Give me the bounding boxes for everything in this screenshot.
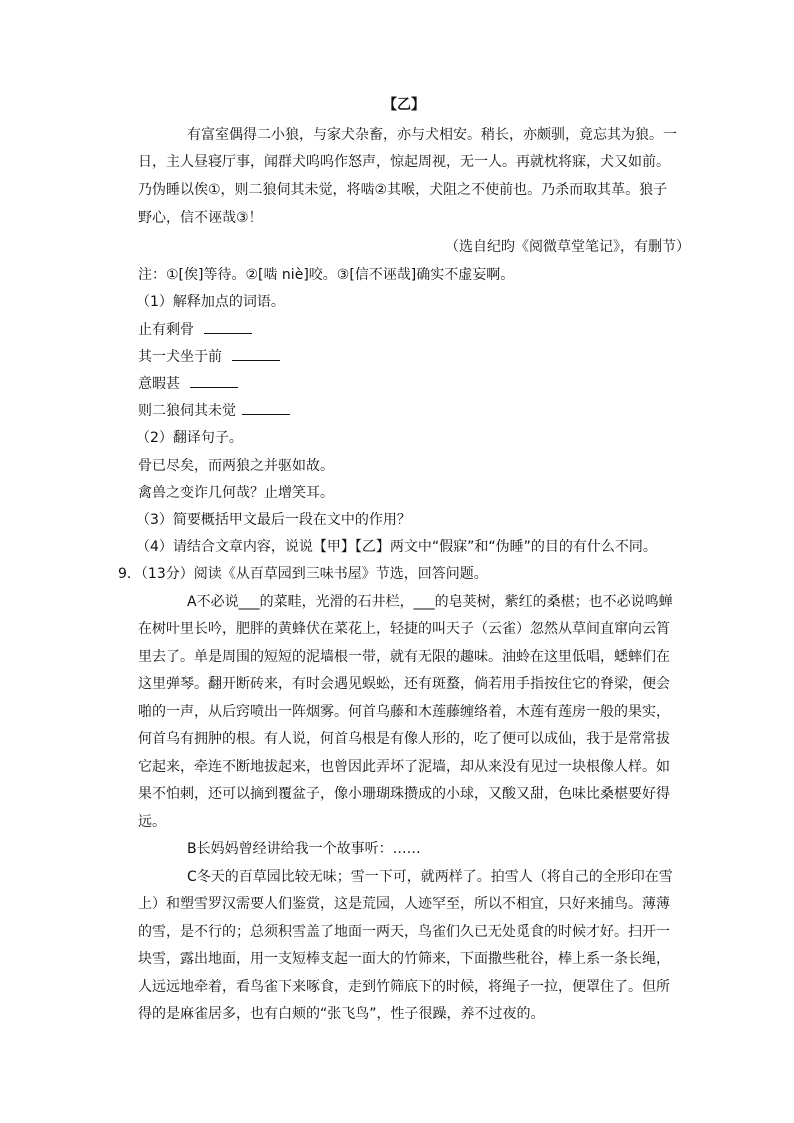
paragraph-a-line: 在树叶里长吟，肥胖的黄蜂伏在菜花上，轻捷的叫天子（云雀）忽然从草间直窜向云筲 [138,621,670,637]
paragraph-a-line: A不必说___的菜畦，光滑的石井栏，___的皂荚树，紫红的桑椹；也不必说鸣蝉 [187,594,673,610]
question-1-item [138,401,290,421]
question-1-item-text: 则二狼伺其未觉 [138,403,236,419]
paragraph-a-line: 这里弹琴。翻开断砖来，有时会遇见蜈蚣，还有斑蝥，倘若用手指按住它的脊梁，便会 [138,676,670,692]
paragraph-c-line: 块雪，露出地面，用一支短棒支起一面大的竹筛来，下面撒些秕谷，棒上系一条长绳， [138,951,670,967]
passage-line: 有富室偶得二小狼，与家犬杂畜，亦与犬相安。稍长，亦颇驯，竟忘其为狼。一 [187,127,677,143]
paragraph-c-line: 得的是麻雀居多，也有白颊的“张飞鸟”，性子很躁，养不过夜的。 [138,1006,545,1022]
paragraph-c-line: 上）和塑雪罗汉需要人们鉴赏，这是荒园，人迹罕至，所以不相宜，只好来捕鸟。薄薄 [138,896,670,912]
paragraph-a-line: 它起来，牵连不断地拔起来，也曾因此弄坏了泥墙，却从来没有见过一块根像人样。如 [138,759,670,775]
source-citation: （选自纪昀《阅微草堂笔记》，有删节） [445,239,690,255]
question-1-label: （1）解释加点的词语。 [136,294,285,310]
passage-line: 乃伪睡以俟①，则二狼伺其未觉，将啮②其喉，犬阻之不使前也。乃杀而取其革。狼子 [138,182,668,198]
question-2-label: （2）翻译句子。 [136,430,243,446]
question-1-item-text: 止有剩骨 [138,322,194,338]
section-title: 【乙】 [383,97,425,113]
question-1-item-text: 其一犬坐于前 [138,349,222,365]
paragraph-c-line: 人远远地牵着，看鸟雀下来啄食，走到竹筛底下的时候，将绳子一拉，便罩住了。但所 [138,979,670,995]
paragraph-c-line: C冬天的百草园比较无味；雪一下可，就两样了。拍雪人（将自己的全形印在雪 [187,869,673,885]
question-3-label: （3）简要概括甲文最后一段在文中的作用？ [136,512,411,528]
question-4-label: （4）请结合文章内容，说说【甲】【乙】两文中“假寐”和“伪睡”的目的有什么不同。 [136,539,657,555]
footnote: 注：①[俟]等待。②[啮 niè]咬。③[信不诬哉]确实不虚妄啊。 [138,267,515,283]
passage-line: 野心，信不诬哉③！ [138,210,263,226]
paragraph-b: B长妈妈曾经讲给我一个故事听：…… [187,841,421,857]
answer-blank[interactable] [232,348,280,361]
question-2-item: 骨已尽矣，而两狼之并驱如故。 [138,458,334,474]
question-1-item [138,374,238,394]
question-1-item [138,320,252,340]
paragraph-a-line: 里去了。单是周围的短短的泥墙根一带，就有无限的趣味。油蛉在这里低唱，蟋蟀们在 [138,649,670,665]
paragraph-c-line: 的雪，是不行的；总须积雪盖了地面一两天，鸟雀们久已无处觅食的时候才好。扫开一 [138,924,670,940]
paragraph-a-line: 何首乌有拥肿的根。有人说，何首乌根是有像人形的，吃了便可以成仙，我于是常常拔 [138,731,670,747]
passage-line: 日，主人昼寝厅事，闻群犬呜呜作怒声，惊起周视，无一人。再就枕将寐，犬又如前。 [138,154,670,170]
question-9-heading: 9．（13分）阅读《从百草园到三味书屋》节选，回答问题。 [118,566,488,582]
answer-blank[interactable] [242,402,290,415]
question-2-item: 禽兽之变诈几何哉？止增笑耳。 [138,485,334,501]
question-1-item [138,347,280,367]
question-1-item-text: 意暇甚 [138,376,180,392]
answer-blank[interactable] [190,375,238,388]
paragraph-a-line: 果不怕刺，还可以摘到覆盆子，像小珊瑚珠攒成的小球，又酸又甜，色味比桑椹要好得 [138,786,670,802]
paragraph-a-line: 远。 [138,814,166,830]
paragraph-a-line: 啪的一声，从后窍喷出一阵烟雾。何首乌藤和木莲藤缠络着，木莲有莲房一般的果实， [138,704,670,720]
answer-blank[interactable] [204,321,252,334]
